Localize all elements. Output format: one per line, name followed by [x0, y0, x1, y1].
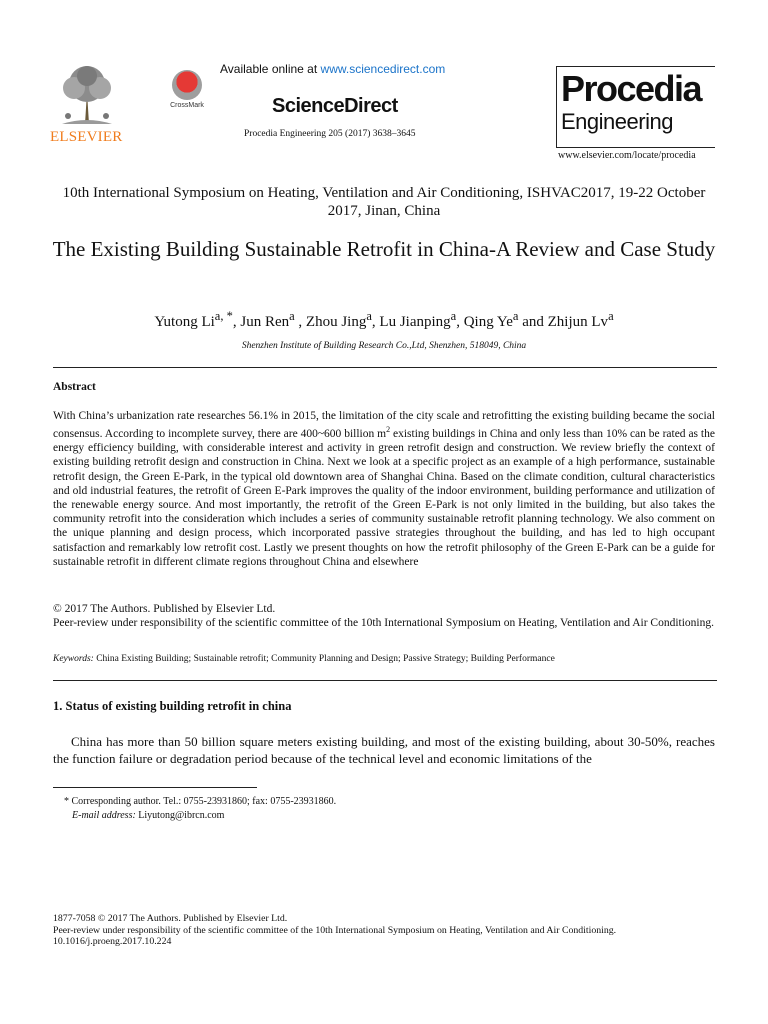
procedia-title: Procedia — [561, 68, 702, 109]
author-name: Zhou Jing — [305, 314, 367, 330]
elsevier-tree-icon — [54, 62, 120, 128]
author-list — [50, 309, 718, 331]
sciencedirect-wordmark: ScienceDirect — [272, 95, 398, 117]
author-name: Jun Ren — [240, 314, 290, 330]
elsevier-logo — [50, 62, 130, 148]
author-affiliation-mark: a — [289, 309, 295, 323]
bottom-peer-review: Peer-review under responsibility of the scientific committee of the 10th International Symposium on Heating, Ventilation and Air Conditioning. — [53, 924, 617, 936]
keywords — [53, 654, 715, 664]
elsevier-url[interactable]: www.elsevier.com/locate/procedia — [558, 150, 696, 161]
author-name: Yutong Li — [154, 314, 215, 330]
author-separator: and — [518, 314, 548, 330]
author-name: Lu Jianping — [379, 314, 451, 330]
abstract-heading: Abstract — [53, 381, 96, 393]
doi[interactable]: 10.1016/j.proeng.2017.10.224 — [53, 936, 172, 947]
author-name: Qing Ye — [463, 314, 513, 330]
author-separator: , — [456, 314, 464, 330]
author-separator: , — [371, 314, 380, 330]
author-name: Zhijun Lv — [547, 314, 609, 330]
email-note — [72, 810, 224, 821]
issn-copyright: 1877-7058 © 2017 The Authors. Published by Elsevier Ltd. — [53, 913, 288, 924]
procedia-logo — [556, 66, 715, 148]
abstract-text — [53, 409, 715, 569]
keywords-label: Keywords: — [53, 654, 94, 664]
peer-review-line: Peer-review under responsibility of the scientific committee of the 10th International Symposium on Heating, Ventilation and Air Conditioning. — [53, 617, 714, 630]
section-heading: 1. Status of existing building retrofit in china — [53, 699, 292, 713]
elsevier-wordmark: ELSEVIER — [50, 129, 123, 145]
conference-name: 10th International Symposium on Heating, Ventilation and Air Conditioning, ISHVAC2017, 19-22 October 2017, Jinan, China — [62, 185, 706, 219]
paper-title: The Existing Building Sustainable Retrofit in China-A Review and Case Study — [52, 237, 716, 261]
crossmark-icon — [172, 70, 202, 100]
sciencedirect-link[interactable]: www.sciencedirect.com — [320, 62, 446, 76]
journal-reference: Procedia Engineering 205 (2017) 3638–3645 — [244, 129, 416, 139]
abstract-text-part: existing buildings in China and only less than 10% can be rated as the energy efficiency building, with considerable interest and activity in green retrofit design and construction. We review briefly the context of existing building retrofit design and construction in China. Next we look at a specific project as an example of a high performance, sustainable retrofit design, the Green E-Park, in the typical old downtown area of Shanghai China. Based on the climate condition, cultural characteristics and old industrial features, the retrofit of Green E-Park improves the quality of the indoor environment, building performance and utilization of the renewable energy source. And most importantly, the retrofit of the Green E-Park is not only limited in the building, but also takes the community retrofit into the consideration which includes a series of community sustainable retrofit planning technology. We also comment on the unique planning and design process, which incorporated passive strategies throughout the building, and has led to high occupant satisfaction and remarkably low retrofit cost. Lastly we present thoughts on how the retrofit philosophy of the Green E-Park can be a guide for sustainable retrofit in different climate regions throughout China and elsewhere — [53, 428, 715, 568]
author-affiliation-mark: a — [450, 309, 457, 323]
keywords-list: China Existing Building; Sustainable retrofit; Community Planning and Design; Passive Strategy; Building Performance — [96, 654, 555, 664]
abstract-superscript: 2 — [386, 425, 391, 435]
author-affiliation-mark: a, * — [214, 309, 233, 323]
author-affiliation-mark: a — [512, 309, 519, 323]
email-address[interactable]: Liyutong@ibrcn.com — [138, 810, 225, 821]
bottom-metadata — [53, 913, 693, 948]
author-affiliation-mark: a — [366, 309, 372, 323]
crossmark-label: CrossMark — [170, 102, 204, 109]
available-online — [220, 62, 480, 76]
available-prefix: Available online at — [220, 62, 321, 76]
procedia-subtitle: Engineering — [561, 109, 673, 134]
email-label: E-mail address: — [72, 810, 136, 821]
crossmark-badge[interactable] — [164, 70, 210, 120]
divider-top — [53, 367, 717, 368]
affiliation: Shenzhen Institute of Building Research Co.,Ltd, Shenzhen, 518049, China — [241, 341, 527, 351]
abstract-text-part: With China’s urbanization rate researches 56.1% in 2015, the limitation of the city scale and retrofitting the existing building became the social consensus. According to incomplete survey, there are 400~600 billion m — [53, 410, 715, 441]
author-affiliation-mark: a — [608, 309, 614, 323]
author-separator: , — [294, 314, 306, 330]
section-paragraph: China has more than 50 billion square meters existing building, and most of the existing building, about 30-50%, reaches the function failure or degradation period because of the technical level and economic limitations of the — [53, 734, 715, 766]
divider-bottom — [53, 680, 717, 681]
copyright-line: © 2017 The Authors. Published by Elsevier Ltd. — [53, 603, 276, 615]
copyright-block — [53, 602, 715, 630]
author-separator: , — [232, 314, 241, 330]
footnote-divider — [53, 787, 257, 788]
corresponding-author-note: * Corresponding author. Tel.: 0755-23931860; fax: 0755-23931860. — [64, 796, 337, 807]
